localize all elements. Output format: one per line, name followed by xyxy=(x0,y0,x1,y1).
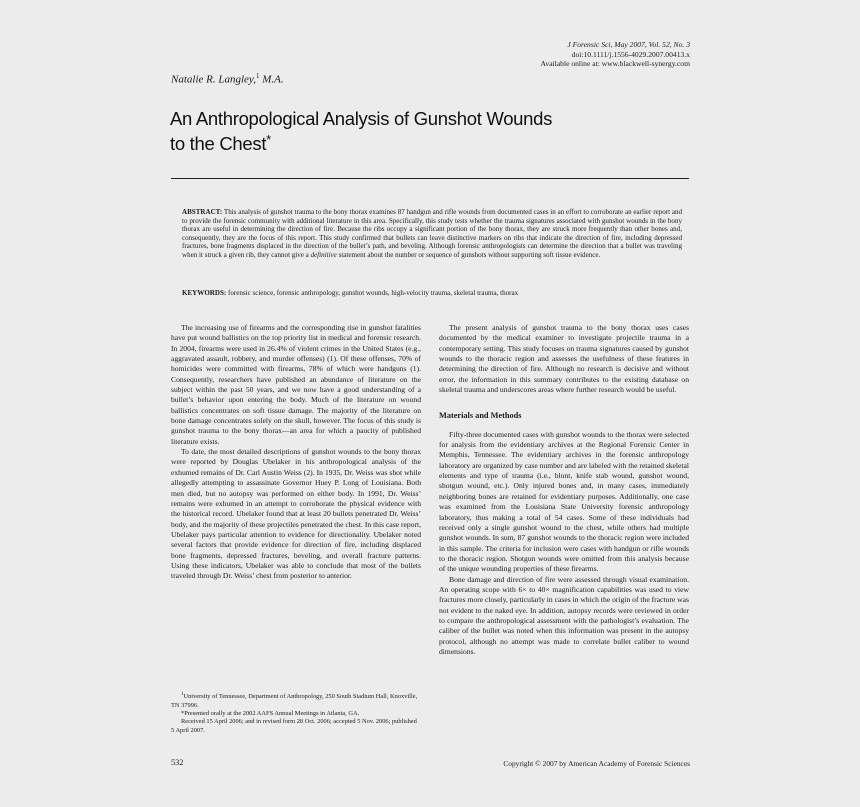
footnotes xyxy=(171,691,421,735)
keywords-text: forensic science, forensic anthropology, gunshot wounds, high-velocity trauma, skeletal trauma, thorax xyxy=(228,289,519,297)
abstract-label: ABSTRACT: xyxy=(182,208,223,216)
body-paragraph: Bone damage and direction of fire were assessed through visual examination. An operating scope with 6× to 40× magnification capabilities was used to view fractures more closely, particularly in cases in which the origin of the fracture was not evident to the naked eye. In addition, autopsy records were reviewed in order to compare the anthropological assessment with the pathologist’s evaluation. The caliber of the bullet was noted when this information was present in the autopsy protocol, although no attempt was made to correlate bullet caliber to wound dimensions. xyxy=(439,574,689,656)
body-paragraph: Fifty-three documented cases with gunshot wounds to the thorax were selected for analysis from the evidentiary archives at the Regional Forensic Center in Memphis, Tennessee. The evidentiary archives in the forensic anthropology laboratory are organized by case number and are labeled with the retained skeletal elements and type of trauma (i.e., blunt, knife stab wound, gunshot wound, shotgun wound, etc.). Only injured bones and, in many cases, immediately neighboring bones are retained for evidentiary purposes. Additionally, one case was examined from the Louisiana State University forensic anthropology laboratory, thus making a total of 54 cases. Some of these individuals had received only a single gunshot wound to the chest, while others had multiple gunshot wounds. In sum, 87 gunshot wounds to the thoracic region were included in this sample. The criteria for inclusion were cases with handgun or rifle wounds to the thoracic region. Shotgun wounds were omitted from this analysis because of the unique wounding properties of these firearms. xyxy=(439,429,689,574)
journal-doi: doi:10.1111/j.1556-4029.2007.00413.x xyxy=(571,49,690,59)
article-title xyxy=(170,108,600,154)
footnote-mark: 1 xyxy=(181,692,184,697)
keywords-block xyxy=(182,289,682,298)
title-footnote-mark: * xyxy=(266,132,271,147)
title-divider xyxy=(171,178,689,179)
title-line-1: An Anthropological Analysis of Gunshot Wounds xyxy=(170,108,553,129)
title-line-2: to the Chest xyxy=(170,133,267,154)
abstract-text: This analysis of gunshot trauma to the bony thorax examines 87 handgun and rifle wounds from documented cases in an effort to corroborate an earlier report and to provide the forensic community with additional literature in this area. Specifically, this study tests whether the trauma signatures associated with gunshot wounds in the bony thorax are useful in determining the direction of fire. Because the ribs occupy a significant portion of the bony thorax, they are struck more frequently than other bones and, consequently, they are the focus of this report. This study confirmed that bullets can leave distinctive markers on ribs that indicate the direction of fire, including depressed fractures, bone fragments displaced in the direction of the bullet’s path, and beveling. Although forensic anthropologists can determine the direction that a bullet was traveling when it struck a given rib, they cannot give a xyxy=(182,208,683,259)
journal-header xyxy=(390,40,690,69)
abstract-emphasis: definitive xyxy=(310,250,337,259)
section-heading-methods: Materials and Methods xyxy=(439,411,522,421)
keywords-label: KEYWORDS: xyxy=(182,289,227,297)
page-number: 532 xyxy=(171,758,184,767)
body-paragraph: To date, the most detailed descriptions of gunshot wounds to the bony thorax were reported by Douglas Ubelaker in his anthropological analysis of the exhumed remains of Dr. Carl Austin Weiss (2). In 1935, Dr. Weiss was shot while allegedly attempting to assassinate Governor Huey P. Long of Louisiana. Both men died, but no autopsy was performed on either body. In 1991, Dr. Weiss’ remains were exhumed in an attempt to corroborate the physical evidence with the historical record. Ubelaker found that at least 20 bullets penetrated Dr. Weiss’ body, and the majority of these projectiles penetrated the chest. In this case report, Ubelaker pays particular attention to evidence for directionality. Ubelaker noted several factors that provide evidence for direction of fire, including displaced bone fragments, depressed fractures, beveling, and overall fracture patterns. Using these indicators, Ubelaker was able to conclude that most of the bullets traveled through Dr. Weiss’ chest from posterior to anterior. xyxy=(171,447,421,581)
footnote-affiliation: $^1$University of Tennessee, Department of Anthropology, 250 South Stadium Hall, Knoxville, TN 37996. xyxy=(171,692,418,709)
author-affiliation-mark: 1 xyxy=(255,72,260,80)
abstract-text-end: statement about the number or sequence of gunshots without supporting soft tissue evidence. xyxy=(338,250,601,259)
footnote-dates: Received 15 April 2006; and in revised form 28 Oct. 2006; accepted 5 Nov. 2006; published 5 April 2007. xyxy=(171,718,417,734)
body-paragraph: The increasing use of firearms and the corresponding rise in gunshot fatalities have put wound ballistics on the top priority list in medical and forensic research. In 2004, firearms were used in 26.4% of violent crimes in the United States (e.g., aggravated assault, robbery, and murder offenses) (1). Of these offenses, 70% of homicides were committed with firearms, 78% of which were handguns (1). Consequently, researchers have published an abundance of literature on the subject within the past 50 years, and we now have a good understanding of a bullet’s behavior upon entering the body. Much of the literature on wound ballistics concentrates on soft tissue damage. The majority of the literature on bone damage concentrates solely on the skull, however. The focus of this study is gunshot trauma to the bony thorax—an area for which a paucity of published literature exists. xyxy=(171,323,421,446)
journal-availability: Available online at: www.blackwell-synergy.com xyxy=(540,59,690,69)
abstract-block xyxy=(182,208,682,259)
author-name: Natalie R. Langley, xyxy=(171,73,256,86)
copyright-notice: Copyright © 2007 by American Academy of Forensic Sciences xyxy=(503,759,690,768)
journal-citation: J Forensic Sci, May 2007, Vol. 52, No. 3 xyxy=(567,40,690,49)
body-column-right xyxy=(439,323,689,657)
footnote-presentation: *Presented orally at the 2002 AAFS Annual Meetings in Atlanta, GA. xyxy=(181,709,360,717)
author-degree: M.A. xyxy=(259,73,284,86)
body-paragraph: The present analysis of gunshot trauma to the bony thorax uses cases documented by the medical examiner to investigate projectile trauma in a contemporary setting. This study focuses on trauma signatures caused by gunshot wounds to the thoracic region and assesses the usefulness of these features in determining the direction of fire. Although no research is decisive and without error, the information in this summary contributes to the existing database on skeletal trauma and underscores areas where further research would be useful. xyxy=(439,323,689,395)
author-line xyxy=(171,72,284,86)
body-column-left xyxy=(171,323,421,582)
